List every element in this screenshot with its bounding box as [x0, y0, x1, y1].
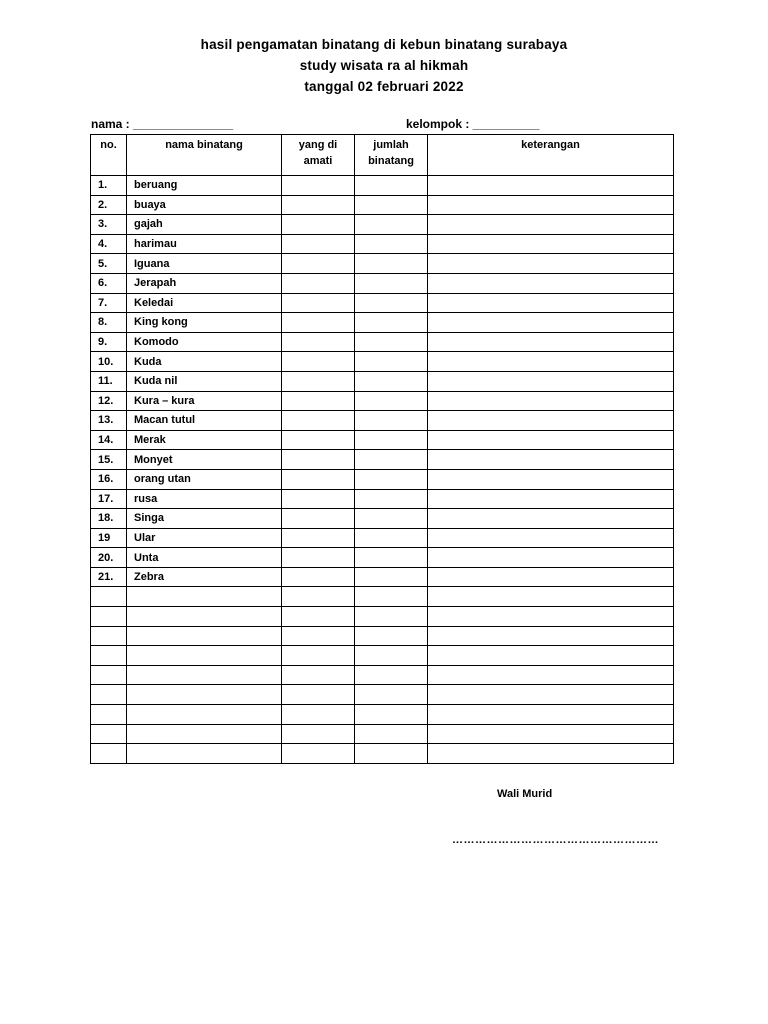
table-row: [91, 234, 674, 254]
cell-yang-di-amati: [282, 215, 355, 235]
cell-jumlah-binatang: [355, 332, 428, 352]
cell-no: 14.: [91, 430, 127, 450]
cell-jumlah-binatang: [355, 391, 428, 411]
cell-keterangan: [428, 234, 674, 254]
table-row-empty: [91, 744, 674, 764]
cell-no: 2.: [91, 195, 127, 215]
empty-cell: [355, 724, 428, 744]
cell-keterangan: [428, 371, 674, 391]
cell-nama-binatang: Kura – kura: [127, 391, 282, 411]
cell-yang-di-amati: [282, 313, 355, 333]
cell-keterangan: [428, 528, 674, 548]
cell-no: 13.: [91, 411, 127, 431]
table-row: [91, 528, 674, 548]
table-row: [91, 371, 674, 391]
empty-cell: [91, 685, 127, 705]
cell-keterangan: [428, 391, 674, 411]
signer-label: Wali Murid: [497, 788, 553, 800]
cell-keterangan: [428, 430, 674, 450]
table-row: [91, 332, 674, 352]
empty-cell: [127, 744, 282, 764]
cell-nama-binatang: Ular: [127, 528, 282, 548]
table-row: [91, 391, 674, 411]
cell-nama-binatang: Kuda nil: [127, 371, 282, 391]
table-row: [91, 293, 674, 313]
cell-no: 19: [91, 528, 127, 548]
empty-cell: [282, 685, 355, 705]
empty-cell: [355, 587, 428, 607]
cell-no: 18.: [91, 509, 127, 529]
cell-no: 1.: [91, 176, 127, 196]
cell-nama-binatang: Singa: [127, 509, 282, 529]
cell-keterangan: [428, 332, 674, 352]
table-row-empty: [91, 626, 674, 646]
empty-cell: [428, 626, 674, 646]
empty-cell: [282, 705, 355, 725]
cell-no: 4.: [91, 234, 127, 254]
cell-jumlah-binatang: [355, 352, 428, 372]
cell-nama-binatang: Zebra: [127, 567, 282, 587]
cell-jumlah-binatang: [355, 273, 428, 293]
empty-cell: [127, 626, 282, 646]
empty-cell: [355, 626, 428, 646]
cell-nama-binatang: Merak: [127, 430, 282, 450]
empty-cell: [127, 705, 282, 725]
empty-cell: [428, 665, 674, 685]
document-title: hasil pengamatan binatang di kebun binatang surabaya: [200, 37, 568, 52]
cell-jumlah-binatang: [355, 254, 428, 274]
cell-nama-binatang: Monyet: [127, 450, 282, 470]
table-row: [91, 273, 674, 293]
document-date: tanggal 02 februari 2022: [304, 79, 464, 94]
empty-cell: [127, 724, 282, 744]
table-row: [91, 352, 674, 372]
cell-no: 7.: [91, 293, 127, 313]
cell-yang-di-amati: [282, 548, 355, 568]
cell-yang-di-amati: [282, 371, 355, 391]
cell-jumlah-binatang: [355, 176, 428, 196]
table-row: [91, 489, 674, 509]
cell-yang-di-amati: [282, 509, 355, 529]
table-row: [91, 567, 674, 587]
cell-no: 17.: [91, 489, 127, 509]
cell-nama-binatang: Keledai: [127, 293, 282, 313]
cell-no: 15.: [91, 450, 127, 470]
cell-yang-di-amati: [282, 176, 355, 196]
cell-yang-di-amati: [282, 489, 355, 509]
cell-nama-binatang: Komodo: [127, 332, 282, 352]
table-row-empty: [91, 685, 674, 705]
empty-cell: [91, 724, 127, 744]
cell-keterangan: [428, 489, 674, 509]
cell-jumlah-binatang: [355, 293, 428, 313]
cell-keterangan: [428, 176, 674, 196]
table-row: [91, 313, 674, 333]
cell-no: 16.: [91, 469, 127, 489]
cell-jumlah-binatang: [355, 430, 428, 450]
empty-cell: [282, 665, 355, 685]
cell-no: 12.: [91, 391, 127, 411]
table-row-empty: [91, 607, 674, 627]
table-row: [91, 450, 674, 470]
cell-keterangan: [428, 293, 674, 313]
cell-yang-di-amati: [282, 254, 355, 274]
table-row: [91, 548, 674, 568]
cell-yang-di-amati: [282, 450, 355, 470]
empty-cell: [282, 626, 355, 646]
empty-cell: [428, 646, 674, 666]
cell-no: 5.: [91, 254, 127, 274]
table-header-row: [91, 135, 674, 176]
cell-nama-binatang: Unta: [127, 548, 282, 568]
table-row: [91, 215, 674, 235]
empty-cell: [282, 587, 355, 607]
empty-cell: [428, 607, 674, 627]
empty-cell: [355, 646, 428, 666]
empty-cell: [91, 665, 127, 685]
cell-jumlah-binatang: [355, 411, 428, 431]
table-row-empty: [91, 646, 674, 666]
cell-keterangan: [428, 313, 674, 333]
empty-cell: [282, 607, 355, 627]
cell-keterangan: [428, 567, 674, 587]
cell-jumlah-binatang: [355, 509, 428, 529]
cell-yang-di-amati: [282, 567, 355, 587]
cell-keterangan: [428, 195, 674, 215]
empty-cell: [127, 665, 282, 685]
column-header-no: no.: [91, 135, 127, 176]
cell-no: 6.: [91, 273, 127, 293]
cell-jumlah-binatang: [355, 234, 428, 254]
empty-cell: [355, 705, 428, 725]
empty-cell: [355, 665, 428, 685]
cell-yang-di-amati: [282, 273, 355, 293]
cell-nama-binatang: buaya: [127, 195, 282, 215]
cell-keterangan: [428, 254, 674, 274]
cell-keterangan: [428, 469, 674, 489]
table-row: [91, 254, 674, 274]
empty-cell: [428, 724, 674, 744]
cell-keterangan: [428, 273, 674, 293]
cell-keterangan: [428, 215, 674, 235]
empty-cell: [282, 646, 355, 666]
table-row: [91, 469, 674, 489]
cell-jumlah-binatang: [355, 195, 428, 215]
cell-jumlah-binatang: [355, 450, 428, 470]
cell-nama-binatang: Macan tutul: [127, 411, 282, 431]
cell-jumlah-binatang: [355, 548, 428, 568]
empty-cell: [282, 744, 355, 764]
column-header-nama-binatang: nama binatang: [127, 135, 282, 176]
cell-no: 20.: [91, 548, 127, 568]
cell-nama-binatang: beruang: [127, 176, 282, 196]
cell-jumlah-binatang: [355, 489, 428, 509]
cell-nama-binatang: orang utan: [127, 469, 282, 489]
cell-keterangan: [428, 450, 674, 470]
cell-nama-binatang: Kuda: [127, 352, 282, 372]
cell-no: 21.: [91, 567, 127, 587]
cell-yang-di-amati: [282, 352, 355, 372]
table-row: [91, 195, 674, 215]
cell-no: 8.: [91, 313, 127, 333]
cell-yang-di-amati: [282, 528, 355, 548]
cell-no: 3.: [91, 215, 127, 235]
column-header-jumlah-binatang: jumlah binatang: [355, 135, 428, 176]
cell-no: 9.: [91, 332, 127, 352]
empty-cell: [91, 744, 127, 764]
cell-nama-binatang: Jerapah: [127, 273, 282, 293]
empty-cell: [428, 705, 674, 725]
table-row-empty: [91, 705, 674, 725]
table-row: [91, 411, 674, 431]
empty-cell: [355, 685, 428, 705]
cell-yang-di-amati: [282, 332, 355, 352]
empty-cell: [127, 646, 282, 666]
table-row: [91, 509, 674, 529]
empty-cell: [428, 587, 674, 607]
table-row: [91, 176, 674, 196]
empty-cell: [282, 724, 355, 744]
cell-jumlah-binatang: [355, 469, 428, 489]
empty-cell: [91, 626, 127, 646]
cell-keterangan: [428, 411, 674, 431]
cell-yang-di-amati: [282, 411, 355, 431]
signature-line: ………………………………………………: [452, 834, 659, 846]
empty-cell: [355, 607, 428, 627]
cell-jumlah-binatang: [355, 567, 428, 587]
cell-yang-di-amati: [282, 391, 355, 411]
cell-nama-binatang: King kong: [127, 313, 282, 333]
cell-yang-di-amati: [282, 234, 355, 254]
document-subtitle: study wisata ra al hikmah: [299, 58, 469, 73]
cell-no: 10.: [91, 352, 127, 372]
cell-nama-binatang: rusa: [127, 489, 282, 509]
empty-cell: [91, 587, 127, 607]
nama-field: nama : _______________: [91, 117, 234, 131]
empty-cell: [91, 646, 127, 666]
empty-cell: [91, 705, 127, 725]
empty-cell: [428, 744, 674, 764]
cell-keterangan: [428, 548, 674, 568]
empty-cell: [428, 685, 674, 705]
empty-cell: [127, 607, 282, 627]
empty-cell: [355, 744, 428, 764]
cell-jumlah-binatang: [355, 313, 428, 333]
cell-jumlah-binatang: [355, 371, 428, 391]
cell-no: 11.: [91, 371, 127, 391]
cell-nama-binatang: gajah: [127, 215, 282, 235]
cell-jumlah-binatang: [355, 528, 428, 548]
empty-cell: [127, 587, 282, 607]
table-row: [91, 430, 674, 450]
empty-cell: [127, 685, 282, 705]
cell-jumlah-binatang: [355, 215, 428, 235]
column-header-keterangan: keterangan: [428, 135, 674, 176]
table-row-empty: [91, 587, 674, 607]
cell-yang-di-amati: [282, 293, 355, 313]
cell-keterangan: [428, 509, 674, 529]
observation-table: [90, 134, 674, 764]
column-header-yang-di-amati: yang di amati: [282, 135, 355, 176]
cell-yang-di-amati: [282, 195, 355, 215]
empty-cell: [91, 607, 127, 627]
cell-nama-binatang: Iguana: [127, 254, 282, 274]
table-row-empty: [91, 724, 674, 744]
cell-nama-binatang: harimau: [127, 234, 282, 254]
kelompok-field: kelompok : __________: [406, 117, 540, 131]
cell-yang-di-amati: [282, 430, 355, 450]
cell-keterangan: [428, 352, 674, 372]
cell-yang-di-amati: [282, 469, 355, 489]
table-row-empty: [91, 665, 674, 685]
